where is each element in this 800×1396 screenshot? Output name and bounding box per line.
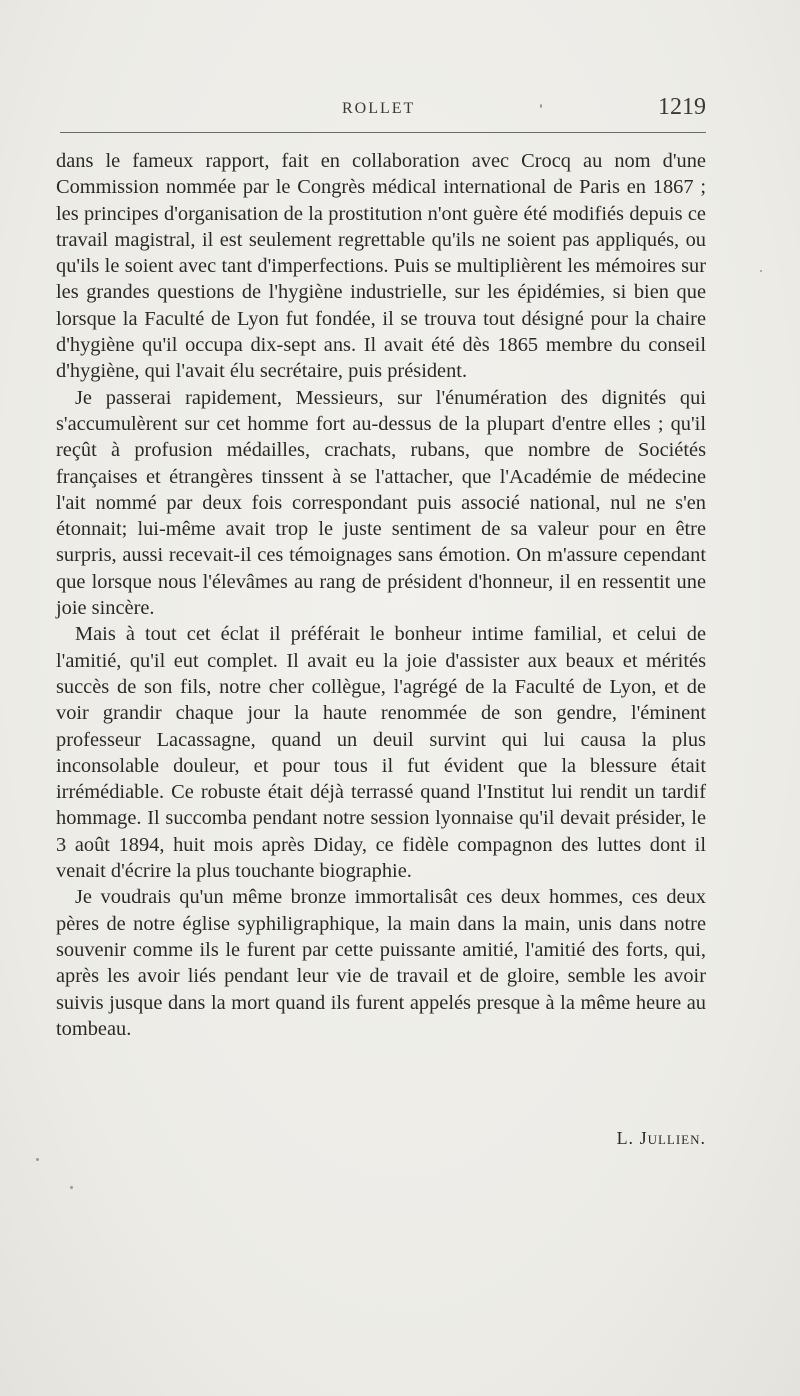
body-text xyxy=(56,148,706,1042)
paragraph-4: Je voudrais qu'un même bronze immortalisât ces deux hommes, ces deux pères de notre église syphiligraphique, la main dans la main, unis dans notre souvenir comme ils le furent par cette puissante amitié, l'amitié des forts, qui, après les avoir liés pendant leur vie de travail et de gloire, semble les avoir suivis jusque dans la mort quand ils furent appelés presque à la même heure au tombeau. xyxy=(56,886,706,1040)
signature-surname: Jullien. xyxy=(639,1128,706,1148)
author-signature xyxy=(506,1128,706,1149)
running-title: ROLLET xyxy=(342,100,416,117)
paragraph-1: dans le fameux rapport, fait en collaboration avec Crocq au nom d'une Commission nommée par le Congrès médical international de Paris en 1867 ; les principes d'organisation de la prostitution n'ont guère été modifiés depuis ce travail magistral, il est seulement regrettable qu'ils ne soient pas appliqués, ou qu'ils le soient avec tant d'imperfections. Puis se multiplièrent les mémoires sur les grandes questions de l'hygiène industrielle, sur les épidémies, si bien que lorsque la Faculté de Lyon fut fondée, il se trouva tout désigné pour la chaire d'hygiène qu'il occupa dix-sept ans. Il avait été dès 1865 membre du conseil d'hygiène, qui l'avait élu secrétaire, puis président. xyxy=(56,150,706,383)
signature-initial: L. xyxy=(616,1128,635,1148)
page-header xyxy=(56,96,706,126)
paragraph-3: Mais à tout cet éclat il préférait le bonheur intime familial, et celui de l'amitié, qu'il eut complet. Il avait eu la joie d'assister aux beaux et mérités succès de son fils, notre cher collègue, l'agrégé de la Faculté de Lyon, et de voir grandir chaque jour la haute renommée de son gendre, l'éminent professeur Lacassagne, quand un deuil survint qui lui causa la plus inconsolable douleur, et pour tous il fut évident que la blessure était irrémédiable. Ce robuste était déjà terrassé quand l'Institut lui rendit un tardif hommage. Il succomba pendant notre session lyonnaise qu'il devait présider, le 3 août 1894, huit mois après Diday, ce fidèle compagnon des luttes dont il venait d'écrire la plus touchante biographie. xyxy=(56,623,706,883)
paper-speck xyxy=(70,1186,73,1189)
paper-speck xyxy=(760,270,762,272)
paragraph-2: Je passerai rapidement, Messieurs, sur l'énumération des dignités qui s'accumulèrent sur cet homme fort au-dessus de la plupart d'entre elles ; qu'il reçût à profusion médailles, crachats, rubans, que nombre de Sociétés françaises et étrangères tinssent à se l'attacher, que l'Académie de médecine l'ait nommé par deux fois correspondant puis associé national, nul ne s'en étonnait; lui-même avait trop le juste sentiment de sa valeur pour en être surpris, aussi recevait-il ces témoignages sans émotion. On m'assure cependant que lorsque nous l'élevâmes au rang de président d'honneur, il en ressentit une joie sincère. xyxy=(56,386,706,620)
header-rule xyxy=(60,132,706,133)
paper-speck xyxy=(36,1158,39,1161)
page-number: 1219 xyxy=(658,94,706,120)
paper-speck xyxy=(540,104,542,108)
